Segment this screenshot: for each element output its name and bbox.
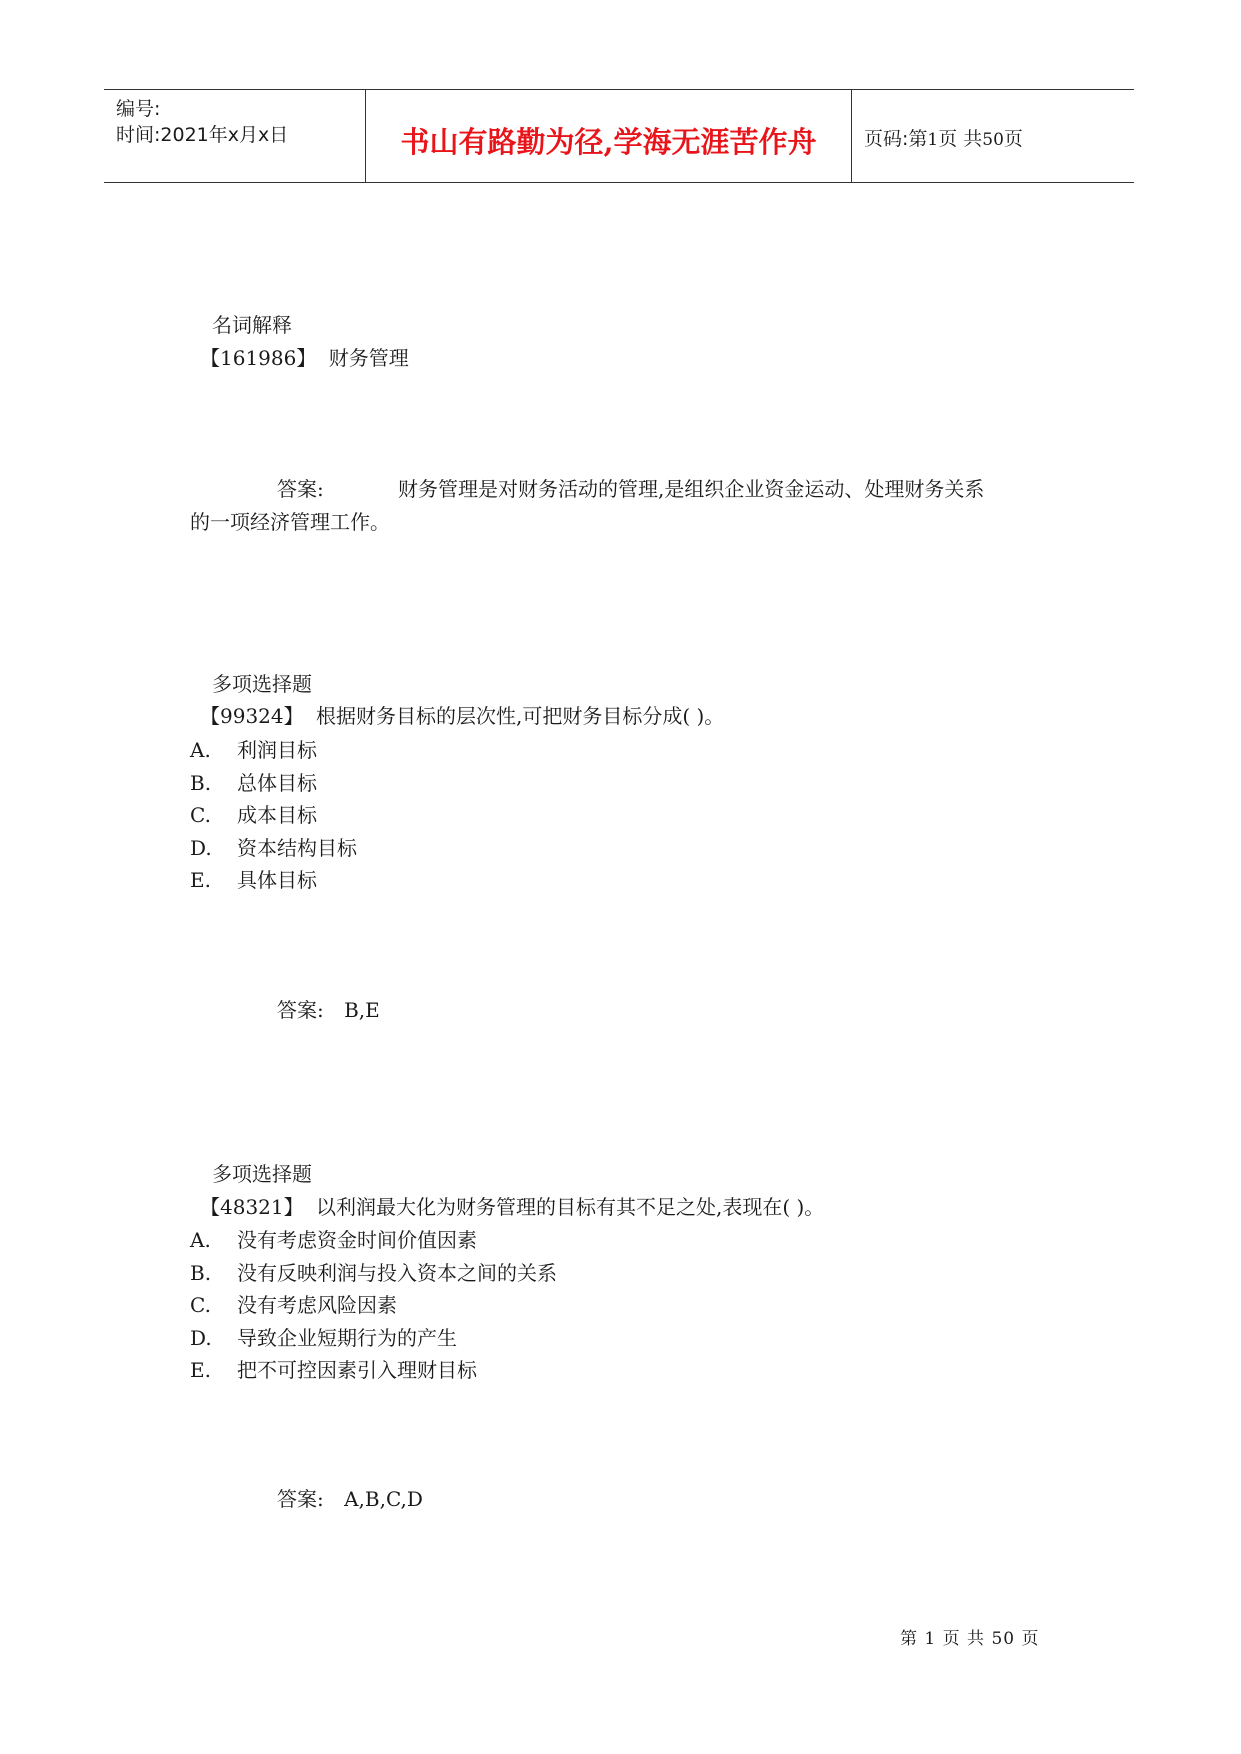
q2-answer-label: 答案: [277, 998, 324, 1022]
footer-suffix: 页 [1021, 1629, 1040, 1649]
q2-option [190, 803, 317, 827]
q1-stem: 财务管理 [328, 346, 409, 370]
q1-answer-label: 答案: [277, 477, 324, 501]
option-letter: D. [190, 1326, 212, 1350]
q3-answer-label: 答案: [277, 1487, 324, 1511]
option-text: 资本结构目标 [237, 836, 357, 860]
q3-answer-line [277, 1487, 423, 1511]
option-text: 没有考虑风险因素 [237, 1293, 397, 1317]
q2-id: 【99324】 [200, 704, 304, 728]
page-total: 50 [982, 130, 1004, 150]
page-prefix: 页码:第 [864, 128, 928, 150]
q2-stem-line [200, 704, 724, 728]
option-text: 把不可控因素引入理财目标 [237, 1358, 477, 1382]
q3-option [190, 1261, 557, 1285]
motto: 书山有路勤为径,学海无涯苦作舟 [400, 125, 817, 159]
q2-option [190, 771, 317, 795]
q3-id: 【48321】 [200, 1195, 304, 1219]
q2-answer-line [277, 998, 380, 1022]
option-text: 成本目标 [237, 803, 317, 827]
footer-current: 1 [924, 1629, 937, 1649]
q3-option [190, 1358, 477, 1382]
serial-label: 编号: [116, 98, 161, 120]
header-page-cell [852, 90, 1134, 182]
option-text: 总体目标 [237, 771, 317, 795]
option-letter: A. [190, 1228, 211, 1252]
time-label: 时间:2021年x月x日 [116, 124, 289, 146]
q1-answer-line1: 财务管理是对财务活动的管理,是组织企业资金运动、处理财务关系 [398, 477, 985, 501]
page-footer [900, 1624, 1040, 1649]
q3-answer: A,B,C,D [344, 1487, 423, 1511]
q2-answer: B,E [344, 998, 380, 1022]
q3-option [190, 1326, 457, 1350]
q2-type: 多项选择题 [212, 672, 312, 696]
page-header [104, 89, 1134, 183]
q3-stem-line [200, 1195, 824, 1219]
q1-type: 名词解释 [212, 313, 292, 337]
option-letter: A. [190, 738, 211, 762]
page-mid: 页 共 [938, 128, 983, 150]
q2-option [190, 836, 357, 860]
option-letter: E. [190, 868, 211, 892]
q2-option [190, 738, 317, 762]
page-current: 1 [927, 130, 939, 150]
option-letter: E. [190, 1358, 211, 1382]
option-letter: C. [190, 1293, 211, 1317]
q3-type: 多项选择题 [212, 1162, 312, 1186]
footer-total: 50 [991, 1629, 1016, 1649]
option-text: 具体目标 [237, 868, 317, 892]
q3-option [190, 1293, 397, 1317]
q1-id: 【161986】 [200, 346, 317, 370]
option-text: 导致企业短期行为的产生 [237, 1326, 457, 1350]
option-letter: B. [190, 771, 212, 795]
q3-option [190, 1228, 477, 1252]
option-text: 没有考虑资金时间价值因素 [237, 1228, 477, 1252]
footer-prefix: 第 [900, 1629, 918, 1649]
page-suffix: 页 [1003, 128, 1023, 150]
option-letter: D. [190, 836, 212, 860]
header-page-number [864, 124, 1023, 151]
option-text: 没有反映利润与投入资本之间的关系 [237, 1261, 557, 1285]
header-info-cell [104, 90, 366, 182]
q2-option [190, 868, 317, 892]
footer-mid: 页 共 [942, 1629, 986, 1649]
option-text: 利润目标 [237, 738, 317, 762]
q3-stem: 以利润最大化为财务管理的目标有其不足之处,表现在( )。 [315, 1195, 825, 1219]
option-letter: B. [190, 1261, 212, 1285]
q1-answer-line2: 的一项经济管理工作。 [190, 510, 390, 534]
q1-stem-line [200, 346, 409, 370]
option-letter: C. [190, 803, 211, 827]
q2-stem: 根据财务目标的层次性,可把财务目标分成( )。 [315, 704, 725, 728]
header-motto-cell [366, 90, 852, 182]
